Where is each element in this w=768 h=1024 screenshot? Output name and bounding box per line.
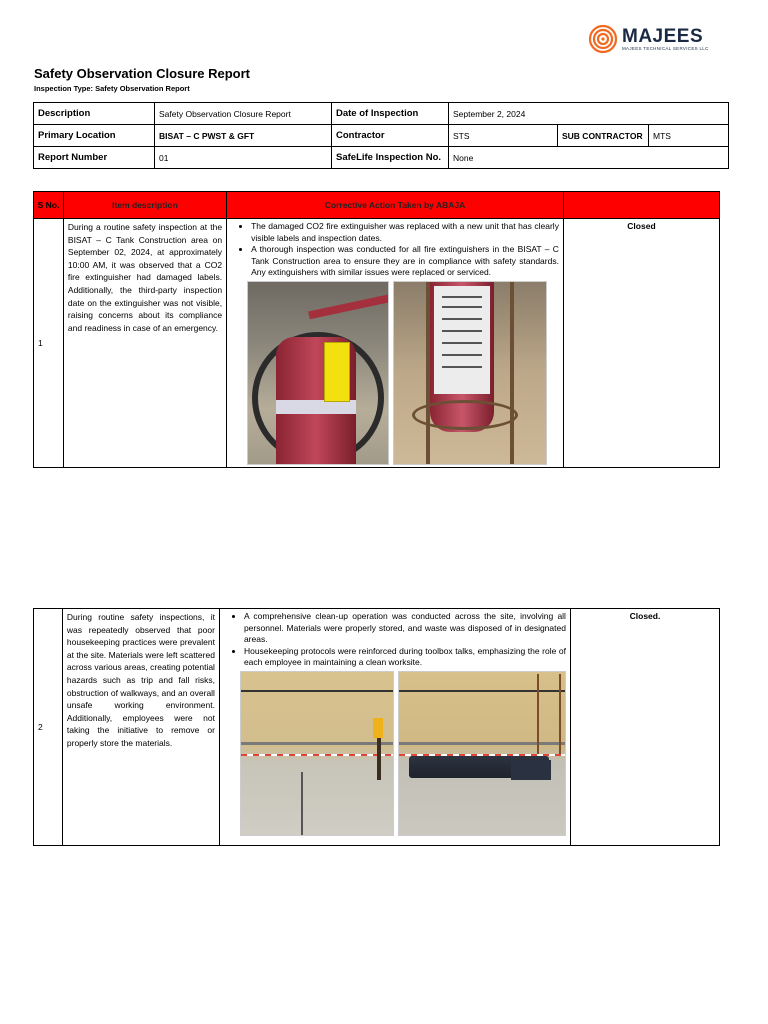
- majees-logo-icon: [588, 24, 618, 54]
- table-row: [34, 609, 720, 846]
- description-label: Description: [34, 103, 155, 125]
- site-cleanup-photo-2: [398, 671, 566, 836]
- report-info-table: [33, 102, 729, 169]
- date-label: Date of Inspection: [332, 103, 449, 125]
- logo-subtitle: MAJEES TECHNICAL SERVICES LLC: [622, 45, 709, 51]
- contractor-value: STS: [449, 125, 558, 147]
- item-description-cell: During a routine safety inspection at the BISAT – C Tank Construction area on September 02, 2024, at approximately 10:00 AM, it was observed that a CO2 fire extinguisher had damaged labels. Additionally, the third-party inspection date on the extinguisher was not visible, raising concerns about its compliance and readiness in case of an emergency.: [63, 219, 226, 468]
- description-value: Safety Observation Closure Report: [155, 103, 332, 125]
- report-title: Safety Observation Closure Report: [34, 66, 250, 81]
- sno-header: S No.: [34, 192, 64, 219]
- location-value: BISAT – C PWST & GFT: [155, 125, 332, 147]
- table-row: [34, 219, 720, 468]
- observation-table-1: [33, 191, 720, 468]
- contractor-label: Contractor: [332, 125, 449, 147]
- date-value: September 2, 2024: [449, 103, 729, 125]
- location-label: Primary Location: [34, 125, 155, 147]
- observation-table-2: [33, 608, 720, 846]
- fire-extinguisher-label-photo: [393, 281, 547, 465]
- corrective-action-cell: [219, 609, 570, 846]
- list-item: • Housekeeping protocols were reinforced during toolbox talks, emphasizing the role of each employee in maintaining a clean worksite.: [244, 646, 566, 669]
- corrective-action-header: Corrective Action Taken by ABAJA: [227, 192, 564, 219]
- status-header: [563, 192, 719, 219]
- evidence-photos: [240, 671, 566, 836]
- report-subtitle: Inspection Type: Safety Observation Report: [34, 84, 190, 93]
- item-description-header: Item description: [63, 192, 226, 219]
- sno-cell: 2: [34, 609, 63, 846]
- status-cell: Closed: [563, 219, 719, 468]
- evidence-photos: [247, 281, 559, 465]
- list-item: • The damaged CO2 fire extinguisher was replaced with a new unit that has clearly visible labels and inspection dates.: [251, 221, 559, 244]
- fire-extinguisher-tag-photo: [247, 281, 389, 465]
- subcontractor-label: SUB CONTRACTOR: [558, 125, 649, 147]
- subcontractor-value: MTS: [649, 125, 729, 147]
- table-header-row: [34, 192, 720, 219]
- list-item: • A comprehensive clean-up operation was conducted across the site, involving all personnel. Materials were properly stored, and waste was disposed of in designated areas.: [244, 611, 566, 646]
- company-logo: [588, 24, 709, 54]
- corrective-action-cell: [227, 219, 564, 468]
- safelife-value: None: [449, 147, 729, 169]
- action-list: [224, 611, 566, 669]
- report-number-label: Report Number: [34, 147, 155, 169]
- status-cell: Closed.: [570, 609, 719, 846]
- report-number-value: 01: [155, 147, 332, 169]
- site-cleanup-photo-1: [240, 671, 394, 836]
- safelife-label: SafeLife Inspection No.: [332, 147, 449, 169]
- item-description-cell: During routine safety inspections, it was repeatedly observed that poor housekeeping practices were prevalent at the site. Materials were left scattered across various areas, creating potential hazards such as trip and fall risks, obstruction of walkways, and an overall unsafe working environment. Additionally, employees were not taking the initiative to remove or properly store the materials.: [62, 609, 219, 846]
- list-item: • A thorough inspection was conducted for all fire extinguishers in the BISAT – C Tank Construction area to ensure they are in compliance with safety standards. Any extinguishers with similar issues were replaced or serviced.: [251, 244, 559, 279]
- logo-name: MAJEES: [622, 25, 704, 47]
- action-list: [231, 221, 559, 279]
- sno-cell: 1: [34, 219, 64, 468]
